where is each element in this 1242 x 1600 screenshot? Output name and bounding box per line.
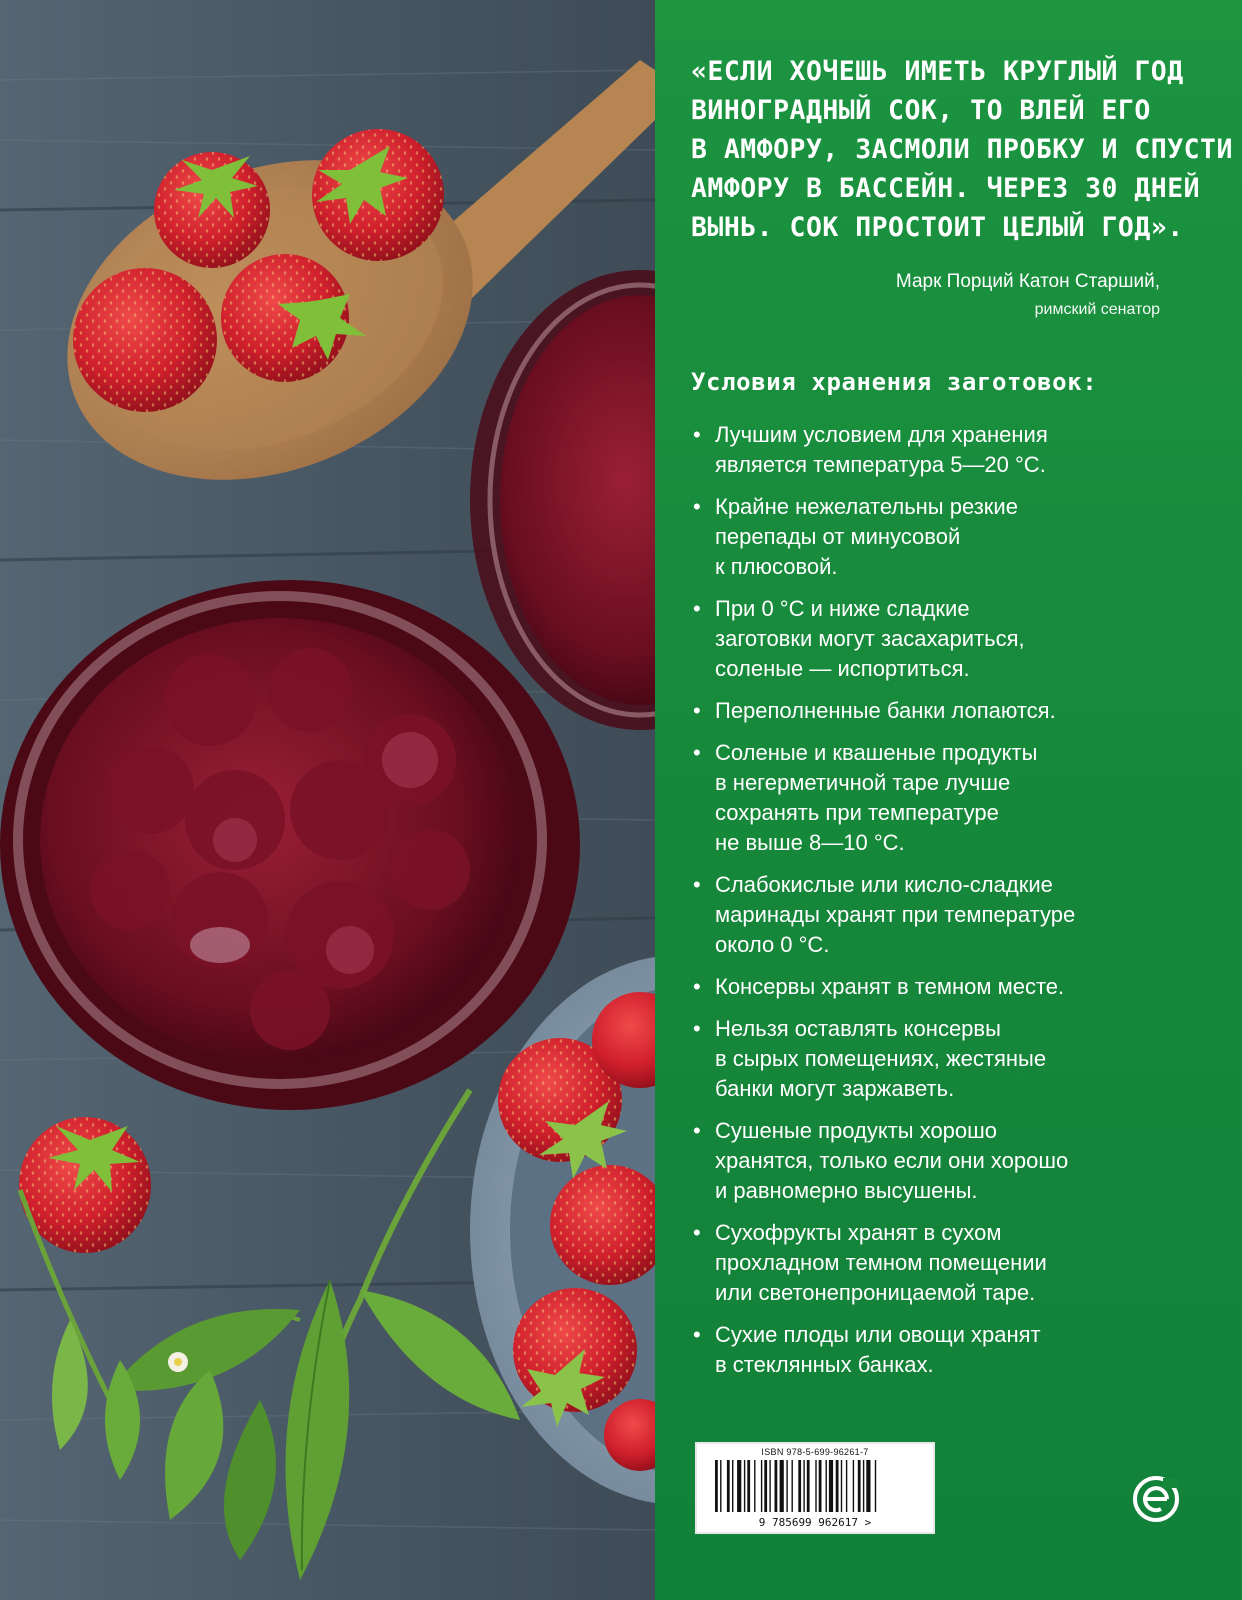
storage-tip — [691, 1014, 1191, 1104]
bullet-icon: • — [693, 1220, 701, 1245]
barcode-bar — [866, 1460, 870, 1512]
barcode-bar — [769, 1460, 770, 1512]
storage-tip-line: заготовки могут засахариться, — [715, 626, 1025, 651]
storage-tip-line: сохранять при температуре — [715, 800, 999, 825]
storage-tip-line: Консервы хранят в темном месте. — [715, 974, 1065, 999]
barcode-bar — [807, 1460, 810, 1512]
bullet-icon: • — [693, 422, 701, 447]
storage-tip — [691, 1320, 1191, 1380]
storage-tip-line: Сушеные продукты хорошо — [715, 1118, 998, 1143]
bullet-icon: • — [693, 698, 701, 723]
isbn-number: ISBN 978-5-699-96261-7 — [761, 1447, 869, 1457]
barcode-digits: 9 785699 962617 > — [758, 1516, 872, 1529]
barcode-bar — [761, 1460, 762, 1512]
storage-tip-line: Крайне нежелательны резкие — [715, 494, 1018, 519]
jam-jar — [0, 580, 580, 1110]
barcode-bar — [737, 1460, 741, 1512]
storage-tip-line: или светонепроницаемой таре. — [715, 1280, 1036, 1305]
author-role: римский сенатор — [1034, 301, 1160, 318]
barcode-bar — [744, 1460, 745, 1512]
barcode-bar — [815, 1460, 816, 1512]
storage-tip — [691, 1218, 1191, 1308]
barcode-bar — [875, 1460, 876, 1512]
storage-tip-line: к плюсовой. — [715, 554, 838, 579]
storage-tip — [691, 696, 1191, 726]
barcode-bar — [819, 1460, 822, 1512]
author-name: Марк Порций Катон Старший, — [895, 271, 1160, 292]
storage-tip-line: прохладном темном помещении — [715, 1250, 1047, 1275]
barcode-bar — [858, 1460, 861, 1512]
back-cover-text-panel — [655, 0, 1242, 1600]
storage-tip-line: в сырых помещениях, жестяные — [715, 1046, 1047, 1071]
barcode-bar — [803, 1460, 804, 1512]
barcode-bar — [829, 1460, 833, 1512]
storage-tip — [691, 972, 1191, 1002]
barcode-bar — [747, 1460, 750, 1512]
storage-tip-line: перепады от минусовой — [715, 524, 961, 549]
storage-tip-line: и равномерно высушены. — [715, 1178, 978, 1203]
storage-tip — [691, 1116, 1191, 1206]
barcode-bar — [853, 1460, 854, 1512]
storage-tip — [691, 420, 1191, 480]
barcode-bar — [798, 1460, 801, 1512]
storage-tip — [691, 594, 1191, 684]
bullet-icon: • — [693, 494, 701, 519]
quote-attribution — [896, 268, 1160, 324]
storage-tip-line: Сухофрукты хранят в сухом — [715, 1220, 1002, 1245]
barcode-bar — [846, 1460, 847, 1512]
storage-tip-line: в негерметичной таре лучше — [715, 770, 1011, 795]
barcode-bar — [826, 1460, 827, 1512]
storage-tip — [691, 870, 1191, 960]
barcode-bar — [792, 1460, 793, 1512]
storage-tip-line: хранятся, только если они хорошо — [715, 1148, 1069, 1173]
storage-tip-line: При 0 °C и ниже сладкие — [715, 596, 970, 621]
barcode-bar — [836, 1460, 839, 1512]
storage-tips-list — [691, 420, 1191, 1392]
quote-line: «ЕСЛИ ХОЧЕШЬ ИМЕТЬ КРУГЛЫЙ ГОД — [691, 56, 1184, 87]
isbn-barcode — [695, 1442, 935, 1534]
single-strawberry — [19, 1117, 151, 1253]
barcode-bar — [727, 1460, 730, 1512]
bullet-icon: • — [693, 1322, 701, 1347]
eksmo-logo-icon — [1133, 1476, 1179, 1522]
storage-tip-line: является температура 5—20 °C. — [715, 452, 1046, 477]
storage-tip-line: соленые — испортиться. — [715, 656, 970, 681]
storage-tip-line: маринады хранят при температуре — [715, 902, 1076, 927]
storage-tip-line: Сухие плоды или овощи хранят — [715, 1322, 1041, 1347]
storage-heading: Условия хранения заготовок: — [691, 368, 1098, 396]
storage-tip-line: Лучшим условием для хранения — [715, 422, 1048, 447]
bullet-icon: • — [693, 596, 701, 621]
storage-tip-line: в стеклянных банках. — [715, 1352, 934, 1377]
barcode-bars — [715, 1460, 919, 1512]
barcode-bar — [732, 1460, 733, 1512]
storage-tip-line: банки могут заржаветь. — [715, 1076, 955, 1101]
quote-line: АМФОРУ В БАССЕЙН. ЧЕРЕЗ 30 ДНЕЙ — [691, 173, 1201, 204]
barcode-bar — [775, 1460, 778, 1512]
quote-line: ВИНОГРАДНЫЙ СОК, ТО ВЛЕЙ ЕГО — [691, 95, 1151, 126]
storage-tip-line: Нельзя оставлять консервы — [715, 1016, 1001, 1041]
barcode-bar — [841, 1460, 842, 1512]
storage-tip-line: Слабокислые или кисло-сладкие — [715, 872, 1053, 897]
barcode-bar — [780, 1460, 784, 1512]
bullet-icon: • — [693, 1016, 701, 1041]
bullet-icon: • — [693, 1118, 701, 1143]
bullet-icon: • — [693, 872, 701, 897]
bullet-icon: • — [693, 740, 701, 765]
barcode-bar — [720, 1460, 721, 1512]
barcode-bar — [715, 1460, 718, 1512]
storage-tip — [691, 738, 1191, 858]
barcode-bar — [754, 1460, 755, 1512]
barcode-bar — [786, 1460, 787, 1512]
barcode-bar — [863, 1460, 864, 1512]
epigraph-quote — [691, 52, 1233, 247]
storage-tip-line: около 0 °C. — [715, 932, 830, 957]
storage-tip-line: не выше 8—10 °C. — [715, 830, 905, 855]
bullet-icon: • — [693, 974, 701, 999]
storage-tip-line: Соленые и квашеные продукты — [715, 740, 1038, 765]
storage-tip-line: Переполненные банки лопаются. — [715, 698, 1056, 723]
quote-line: ВЫНЬ. СОК ПРОСТОИТ ЦЕЛЫЙ ГОД». — [691, 212, 1184, 243]
quote-line: В АМФОРУ, ЗАСМОЛИ ПРОБКУ И СПУСТИ — [691, 134, 1233, 165]
storage-tip — [691, 492, 1191, 582]
barcode-bar — [764, 1460, 767, 1512]
